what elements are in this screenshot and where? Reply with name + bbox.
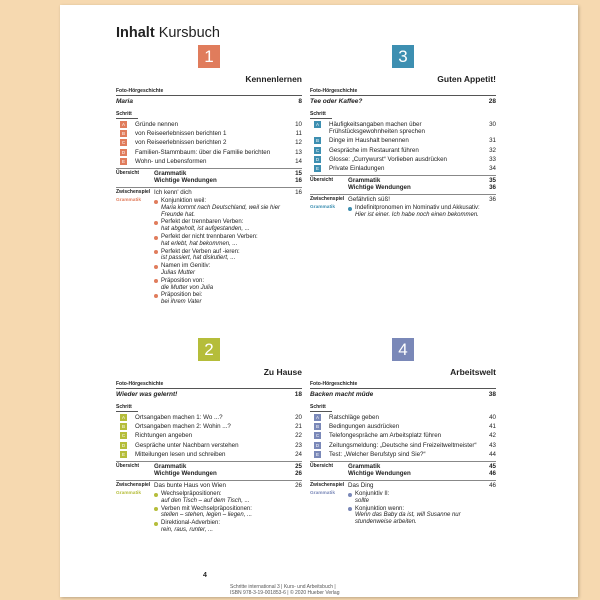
- grammar-example: hat abgeholt, ist aufgestanden, ...: [161, 226, 250, 233]
- foto-row: [116, 98, 302, 105]
- step-letter: B: [315, 138, 319, 144]
- step-page: 44: [489, 450, 496, 458]
- document-page: [60, 5, 578, 597]
- footer-info: Schritte international 3 | Kurs- und Arbeitsbuch | ISBN 978-3-19-001853-6 | © 2020 Hueber Verlag: [230, 584, 340, 596]
- overview-item: Grammatik: [154, 170, 187, 178]
- step-title: Telefongespräche am Arbeitsplatz führen: [329, 432, 442, 440]
- overview-pages: [286, 170, 302, 184]
- step-title: Gespräche im Restaurant führen: [329, 146, 419, 154]
- toc-row: [116, 451, 302, 458]
- step-page: 33: [489, 155, 496, 163]
- schritt-label: Schritt: [310, 111, 332, 119]
- interlude-title: Das bunte Haus von Wien: [154, 482, 226, 490]
- overview-label: Übersicht: [310, 177, 334, 184]
- grammar-text: [161, 263, 302, 277]
- bullet-dot: [154, 236, 158, 240]
- overview-item: Grammatik: [348, 463, 381, 471]
- toc-row: [310, 137, 496, 144]
- overview-pages: [286, 463, 302, 477]
- grammar-item: [348, 491, 496, 505]
- grammar-item: [154, 219, 302, 233]
- grammar-example: rein, raus, runter, ...: [161, 527, 214, 533]
- interlude-row: [310, 194, 496, 203]
- grammar-items: [348, 205, 496, 220]
- overview-items: [348, 177, 480, 191]
- foto-page: 18: [294, 391, 302, 398]
- overview-item: Grammatik: [154, 463, 187, 471]
- overview-page: 36: [489, 184, 496, 192]
- foto-title: Wieder was gelernt!: [116, 391, 178, 398]
- overview-item: Grammatik: [348, 177, 381, 185]
- grammar-text: [355, 506, 496, 526]
- step-letter: A: [315, 122, 319, 127]
- interlude-row: [310, 480, 496, 489]
- unit-number-box: 4: [392, 338, 414, 361]
- step-page: 23: [295, 441, 302, 449]
- grammar-items: [154, 491, 302, 535]
- foto-hoergeschichte-label: Foto-Hörgeschichte: [310, 381, 496, 389]
- unit-title: Arbeitswelt: [450, 367, 496, 377]
- step-page: 20: [295, 414, 302, 421]
- schritt-label: Schritt: [116, 111, 138, 119]
- interlude-row: [116, 187, 302, 196]
- grammar-block: [116, 198, 302, 307]
- foto-row: [310, 391, 496, 398]
- overview-row: [116, 168, 302, 184]
- grammar-label: Indefinitpronomen im Nominativ und Akkusativ:: [355, 205, 480, 212]
- toc-row: [310, 423, 496, 430]
- bullet-dot: [348, 207, 352, 211]
- step-title: von Reiseerlebnissen berichten 2: [135, 139, 227, 147]
- unit-number-box: 1: [198, 45, 220, 68]
- grammatik-label: Grammatik: [310, 205, 336, 211]
- grammar-label: Konjunktion wenn:: [355, 505, 405, 512]
- grammar-label: Perfekt der Verben auf -ieren:: [161, 248, 240, 255]
- step-title: Ratschläge geben: [329, 414, 379, 421]
- grammar-label: Konjunktiv II:: [355, 491, 390, 498]
- step-page: 32: [489, 146, 496, 154]
- zwischenspiel-label: Zwischenspiel: [116, 189, 151, 196]
- step-title: Ortsangaben machen 2: Wohin ...?: [135, 423, 231, 431]
- unit-block: [310, 338, 496, 527]
- grammar-example: stellen – stehen, legen – liegen, ...: [161, 512, 253, 519]
- foto-row: [116, 391, 302, 398]
- toc-row: [310, 442, 496, 449]
- grammar-label: Direktional-Adverbien:: [161, 520, 221, 527]
- interlude-title: Das Ding: [348, 482, 374, 490]
- bullet-dot: [348, 507, 352, 511]
- schritt-label: Schritt: [116, 404, 138, 412]
- overview-label: Übersicht: [310, 463, 334, 470]
- grammar-label: Perfekt der trennbaren Verben:: [161, 219, 244, 226]
- step-page: 21: [295, 423, 302, 431]
- grammar-text: [161, 249, 302, 263]
- step-page: 41: [489, 423, 496, 431]
- overview-item: Wichtige Wendungen: [348, 470, 411, 478]
- step-title: Test: „Welcher Berufstyp sind Sie?“: [329, 450, 426, 458]
- toc-row: [310, 165, 496, 172]
- unit-block: [116, 338, 302, 535]
- unit-number-box: 3: [392, 45, 414, 68]
- step-letter: A: [121, 122, 125, 127]
- foto-page: 28: [488, 98, 496, 105]
- interlude-page: 16: [295, 189, 302, 197]
- step-letter: A: [315, 415, 319, 420]
- bullet-dot: [154, 507, 158, 511]
- grammar-block: [116, 491, 302, 535]
- step-letter: A: [121, 415, 125, 420]
- step-letter: E: [121, 158, 125, 164]
- unit-title: Kennenlernen: [245, 74, 302, 84]
- grammar-example: auf den Tisch – auf dem Tisch, ...: [161, 497, 250, 504]
- unit-title: Guten Appetit!: [437, 74, 496, 84]
- interlude-title: Gefährlich süß!: [348, 196, 390, 204]
- toc-row: [116, 149, 302, 156]
- step-page: 14: [295, 157, 302, 165]
- overview-row: [310, 461, 496, 477]
- overview-page: 25: [295, 463, 302, 471]
- overview-items: [154, 170, 286, 184]
- page-number: 4: [203, 572, 207, 579]
- step-page: 13: [295, 148, 302, 156]
- step-title: von Reiseerlebnissen berichten 1: [135, 130, 227, 138]
- step-title: Dinge im Haushalt benennen: [329, 137, 409, 145]
- grammatik-label: Grammatik: [116, 198, 142, 204]
- step-letter: B: [121, 131, 125, 137]
- overview-label: Übersicht: [116, 463, 140, 470]
- grammar-item: [154, 249, 302, 263]
- grammar-label: Präposition bei:: [161, 292, 203, 299]
- overview-item: Wichtige Wendungen: [154, 470, 217, 478]
- toc-row: [116, 423, 302, 430]
- step-title: Private Einladungen: [329, 165, 385, 173]
- grammar-label: Wechselpräpositionen:: [161, 491, 222, 498]
- step-title: Glosse: „Currywurst“ Vorlieben ausdrücken: [329, 155, 447, 163]
- step-page: 10: [295, 121, 302, 128]
- step-page: 42: [489, 432, 496, 440]
- grammar-item: [154, 506, 302, 520]
- grammar-text: [355, 205, 496, 219]
- step-page: 30: [489, 121, 496, 128]
- overview-item: Wichtige Wendungen: [154, 177, 217, 185]
- toc-row: [310, 147, 496, 154]
- grammar-text: [161, 506, 302, 520]
- overview-row: [116, 461, 302, 477]
- grammar-item: [154, 292, 302, 306]
- grammar-item: [154, 520, 302, 534]
- bullet-dot: [348, 493, 352, 497]
- schritt-label: Schritt: [310, 404, 332, 412]
- grammar-text: [161, 278, 302, 292]
- foto-page: 8: [298, 98, 302, 105]
- foto-hoergeschichte-label: Foto-Hörgeschichte: [116, 381, 302, 389]
- overview-page: 16: [295, 177, 302, 185]
- step-page: 34: [489, 165, 496, 173]
- step-title: Gespräche unter Nachbarn verstehen: [135, 441, 239, 449]
- toc-row: [310, 121, 496, 135]
- grammar-text: [161, 234, 302, 248]
- page-title: Inhalt Kursbuch: [116, 25, 220, 41]
- unit-title: Zu Hause: [263, 367, 302, 377]
- grammar-item: [154, 278, 302, 292]
- step-title: Zeitungsmeldung: „Deutsche sind Freizeitweltmeister“: [329, 441, 477, 449]
- step-letter: E: [315, 166, 319, 172]
- step-title: Richtungen angeben: [135, 432, 193, 440]
- grammar-example: Wenn das Baby da ist, will Susanne nur stundenweise arbeiten.: [355, 512, 461, 526]
- step-page: 12: [295, 139, 302, 147]
- foto-hoergeschichte-label: Foto-Hörgeschichte: [116, 88, 302, 96]
- toc-row: [310, 451, 496, 458]
- grammar-example: die Mutter von Julia: [161, 284, 214, 291]
- overview-items: [348, 463, 480, 477]
- step-page: 31: [489, 137, 496, 145]
- overview-pages: [480, 177, 496, 191]
- toc-row: [310, 414, 496, 421]
- step-letter: C: [315, 433, 320, 439]
- grammatik-label: Grammatik: [310, 491, 336, 497]
- grammar-label: Verben mit Wechselpräpositionen:: [161, 505, 252, 512]
- step-page: 40: [489, 414, 496, 421]
- unit-block: [310, 45, 496, 220]
- grammar-block: [310, 205, 496, 220]
- toc-row: [116, 130, 302, 137]
- step-letter: B: [121, 424, 125, 430]
- bullet-dot: [154, 493, 158, 497]
- grammar-example: Hier ist einer. Ich habe noch einen bekommen.: [355, 212, 479, 219]
- bullet-dot: [154, 522, 158, 526]
- zwischenspiel-label: Zwischenspiel: [116, 482, 151, 489]
- step-letter: C: [121, 140, 126, 146]
- foto-title: Backen macht müde: [310, 391, 374, 398]
- step-letter: D: [315, 156, 320, 162]
- grammar-label: Perfekt der nicht trennbaren Verben:: [161, 234, 258, 240]
- grammar-label: Konjunktion weil:: [161, 198, 207, 205]
- grammar-item: [348, 205, 496, 219]
- overview-items: [154, 463, 286, 477]
- toc-row: [310, 156, 496, 163]
- grammar-item: [348, 506, 496, 526]
- interlude-page: 36: [489, 196, 496, 204]
- grammar-text: [161, 292, 302, 306]
- step-page: 22: [295, 432, 302, 440]
- step-letter: C: [315, 147, 320, 153]
- overview-page: 26: [295, 470, 302, 478]
- overview-row: [310, 175, 496, 191]
- unit-block: [116, 45, 302, 307]
- foto-row: [310, 98, 496, 105]
- foto-hoergeschichte-label: Foto-Hörgeschichte: [310, 88, 496, 96]
- overview-page: 45: [489, 463, 496, 471]
- step-letter: E: [121, 451, 125, 457]
- grammar-label: Präposition von:: [161, 277, 205, 284]
- toc-row: [116, 158, 302, 165]
- grammatik-label: Grammatik: [116, 491, 142, 497]
- step-letter: D: [315, 442, 320, 448]
- foto-title: Maria: [116, 98, 133, 105]
- overview-page: 46: [489, 470, 496, 478]
- toc-row: [310, 432, 496, 439]
- step-title: Bedingungen ausdrücken: [329, 423, 400, 431]
- step-letter: C: [121, 433, 126, 439]
- interlude-title: Ich kenn' dich: [154, 189, 192, 197]
- grammar-text: [161, 520, 302, 534]
- step-page: 11: [295, 130, 302, 138]
- grammar-text: [161, 491, 302, 505]
- bullet-dot: [154, 265, 158, 269]
- grammar-example: bei ihrem Vater: [161, 299, 202, 306]
- grammar-item: [154, 234, 302, 248]
- grammar-example: ist passiert, hat diskutiert, ...: [161, 255, 236, 262]
- bullet-dot: [154, 279, 158, 283]
- step-title: Mitteilungen lesen und schreiben: [135, 450, 226, 458]
- step-title: Häufigkeitsangaben machen über Frühstücksgewohnheiten sprechen: [329, 121, 425, 136]
- grammar-label: Namen im Genitiv:: [161, 263, 211, 270]
- grammar-example: Maria kommt nach Deutschland, weil sie hier Freunde hat.: [161, 204, 281, 218]
- step-page: 43: [489, 441, 496, 449]
- overview-page: 35: [489, 177, 496, 185]
- grammar-items: [348, 491, 496, 527]
- toc-row: [116, 139, 302, 146]
- overview-pages: [480, 463, 496, 477]
- toc-row: [116, 432, 302, 439]
- step-letter: D: [121, 442, 126, 448]
- toc-row: [116, 121, 302, 128]
- overview-label: Übersicht: [116, 170, 140, 177]
- grammar-item: [154, 491, 302, 505]
- grammar-example: Julias Mutter: [161, 269, 196, 276]
- bullet-dot: [154, 294, 158, 298]
- grammar-example: sollte: [355, 497, 370, 504]
- unit-number-box: 2: [198, 338, 220, 361]
- overview-page: 15: [295, 170, 302, 178]
- step-title: Ortsangaben machen 1: Wo ...?: [135, 414, 223, 421]
- step-letter: B: [315, 424, 319, 430]
- zwischenspiel-label: Zwischenspiel: [310, 196, 345, 203]
- overview-item: Wichtige Wendungen: [348, 184, 411, 192]
- grammar-text: [161, 198, 302, 218]
- interlude-row: [116, 480, 302, 489]
- foto-page: 38: [488, 391, 496, 398]
- grammar-item: [154, 198, 302, 218]
- zwischenspiel-label: Zwischenspiel: [310, 482, 345, 489]
- toc-row: [116, 442, 302, 449]
- grammar-example: hat erlebt, hat bekommen, ...: [161, 240, 238, 247]
- step-title: Wohn- und Lebensformen: [135, 157, 207, 165]
- step-page: 24: [295, 450, 302, 458]
- step-title: Gründe nennen: [135, 121, 179, 128]
- bullet-dot: [154, 221, 158, 225]
- bullet-dot: [154, 250, 158, 254]
- toc-row: [116, 414, 302, 421]
- grammar-item: [154, 263, 302, 277]
- grammar-text: [355, 491, 496, 505]
- grammar-text: [161, 219, 302, 233]
- step-letter: E: [315, 451, 319, 457]
- bullet-dot: [154, 200, 158, 204]
- step-letter: D: [121, 149, 126, 155]
- interlude-page: 46: [489, 482, 496, 490]
- foto-title: Tee oder Kaffee?: [310, 98, 363, 105]
- interlude-page: 26: [295, 482, 302, 490]
- grammar-block: [310, 491, 496, 527]
- grammar-items: [154, 198, 302, 307]
- step-title: Familien-Stammbaum: über die Familie berichten: [135, 148, 271, 156]
